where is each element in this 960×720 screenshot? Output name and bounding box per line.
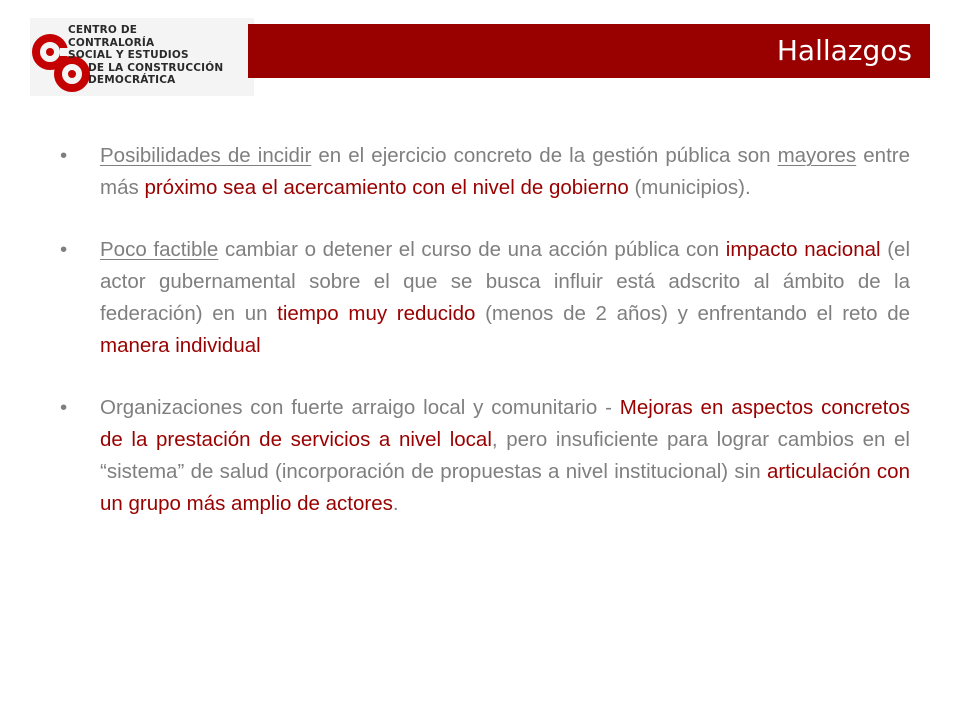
bullet-item-incidence: [30, 140, 910, 204]
bullet-text-segment: próximo sea el acercamiento con el nivel de gobierno: [144, 176, 629, 199]
logo-text: [68, 24, 254, 87]
slide-content: [30, 140, 910, 550]
logo-line: DE LA CONSTRUCCIÓN: [88, 61, 224, 74]
title-bar: [248, 24, 930, 78]
bullet-marker: •: [60, 396, 68, 419]
bullet-text-segment: articulación con un grupo más amplio de actores: [100, 460, 910, 515]
bullet-text-segment: Mejoras en aspectos concretos de la prestación de servicios a nivel local: [100, 396, 910, 451]
bullet-text-segment: , pero insuficiente para lograr cambios en el “sistema” de salud (incorporación de propuestas a nivel institucional) sin: [100, 428, 910, 483]
bullet-text-segment: Posibilidades de incidir: [100, 144, 312, 167]
bullet-text-segment: Organizaciones con fuerte arraigo local y comunitario -: [100, 396, 620, 419]
bullet-text-segment: impacto nacional: [725, 238, 881, 261]
bullet-text-segment: entre más: [100, 144, 910, 199]
bullet-text-segment: mayores: [777, 144, 857, 167]
bullet-text-segment: en el ejercicio concreto de la gestión pública son: [311, 144, 778, 167]
logo-line: CONTRALORÍA: [68, 36, 155, 49]
bullet-text-segment: tiempo muy reducido: [277, 302, 476, 325]
organization-logo: [30, 18, 254, 96]
bullet-item-feasibility: [30, 234, 910, 362]
bullet-marker: •: [60, 144, 68, 167]
page-title: Hallazgos: [776, 34, 912, 67]
bullet-text-segment: cambiar o detener el curso de una acción pública con: [218, 238, 726, 261]
bullet-text-segment: .: [392, 492, 399, 515]
bullet-item-organizations: [30, 392, 910, 520]
bullet-text-segment: (menos de 2 años) y enfrentando el reto de: [475, 302, 910, 325]
logo-line: SOCIAL Y ESTUDIOS: [68, 49, 189, 61]
logo-line: CENTRO DE: [68, 24, 138, 36]
bullet-text-segment: manera individual: [100, 334, 261, 357]
bullet-text-segment: (municipios).: [628, 176, 751, 199]
bullet-text-segment: Poco factible: [100, 238, 219, 261]
bullet-text-segment: (el actor gubernamental sobre el que se busca influir está adscrito al ámbito de la federación) en un: [100, 238, 911, 325]
logo-line: DEMOCRÁTICA: [88, 74, 176, 86]
bullet-marker: •: [60, 238, 68, 261]
